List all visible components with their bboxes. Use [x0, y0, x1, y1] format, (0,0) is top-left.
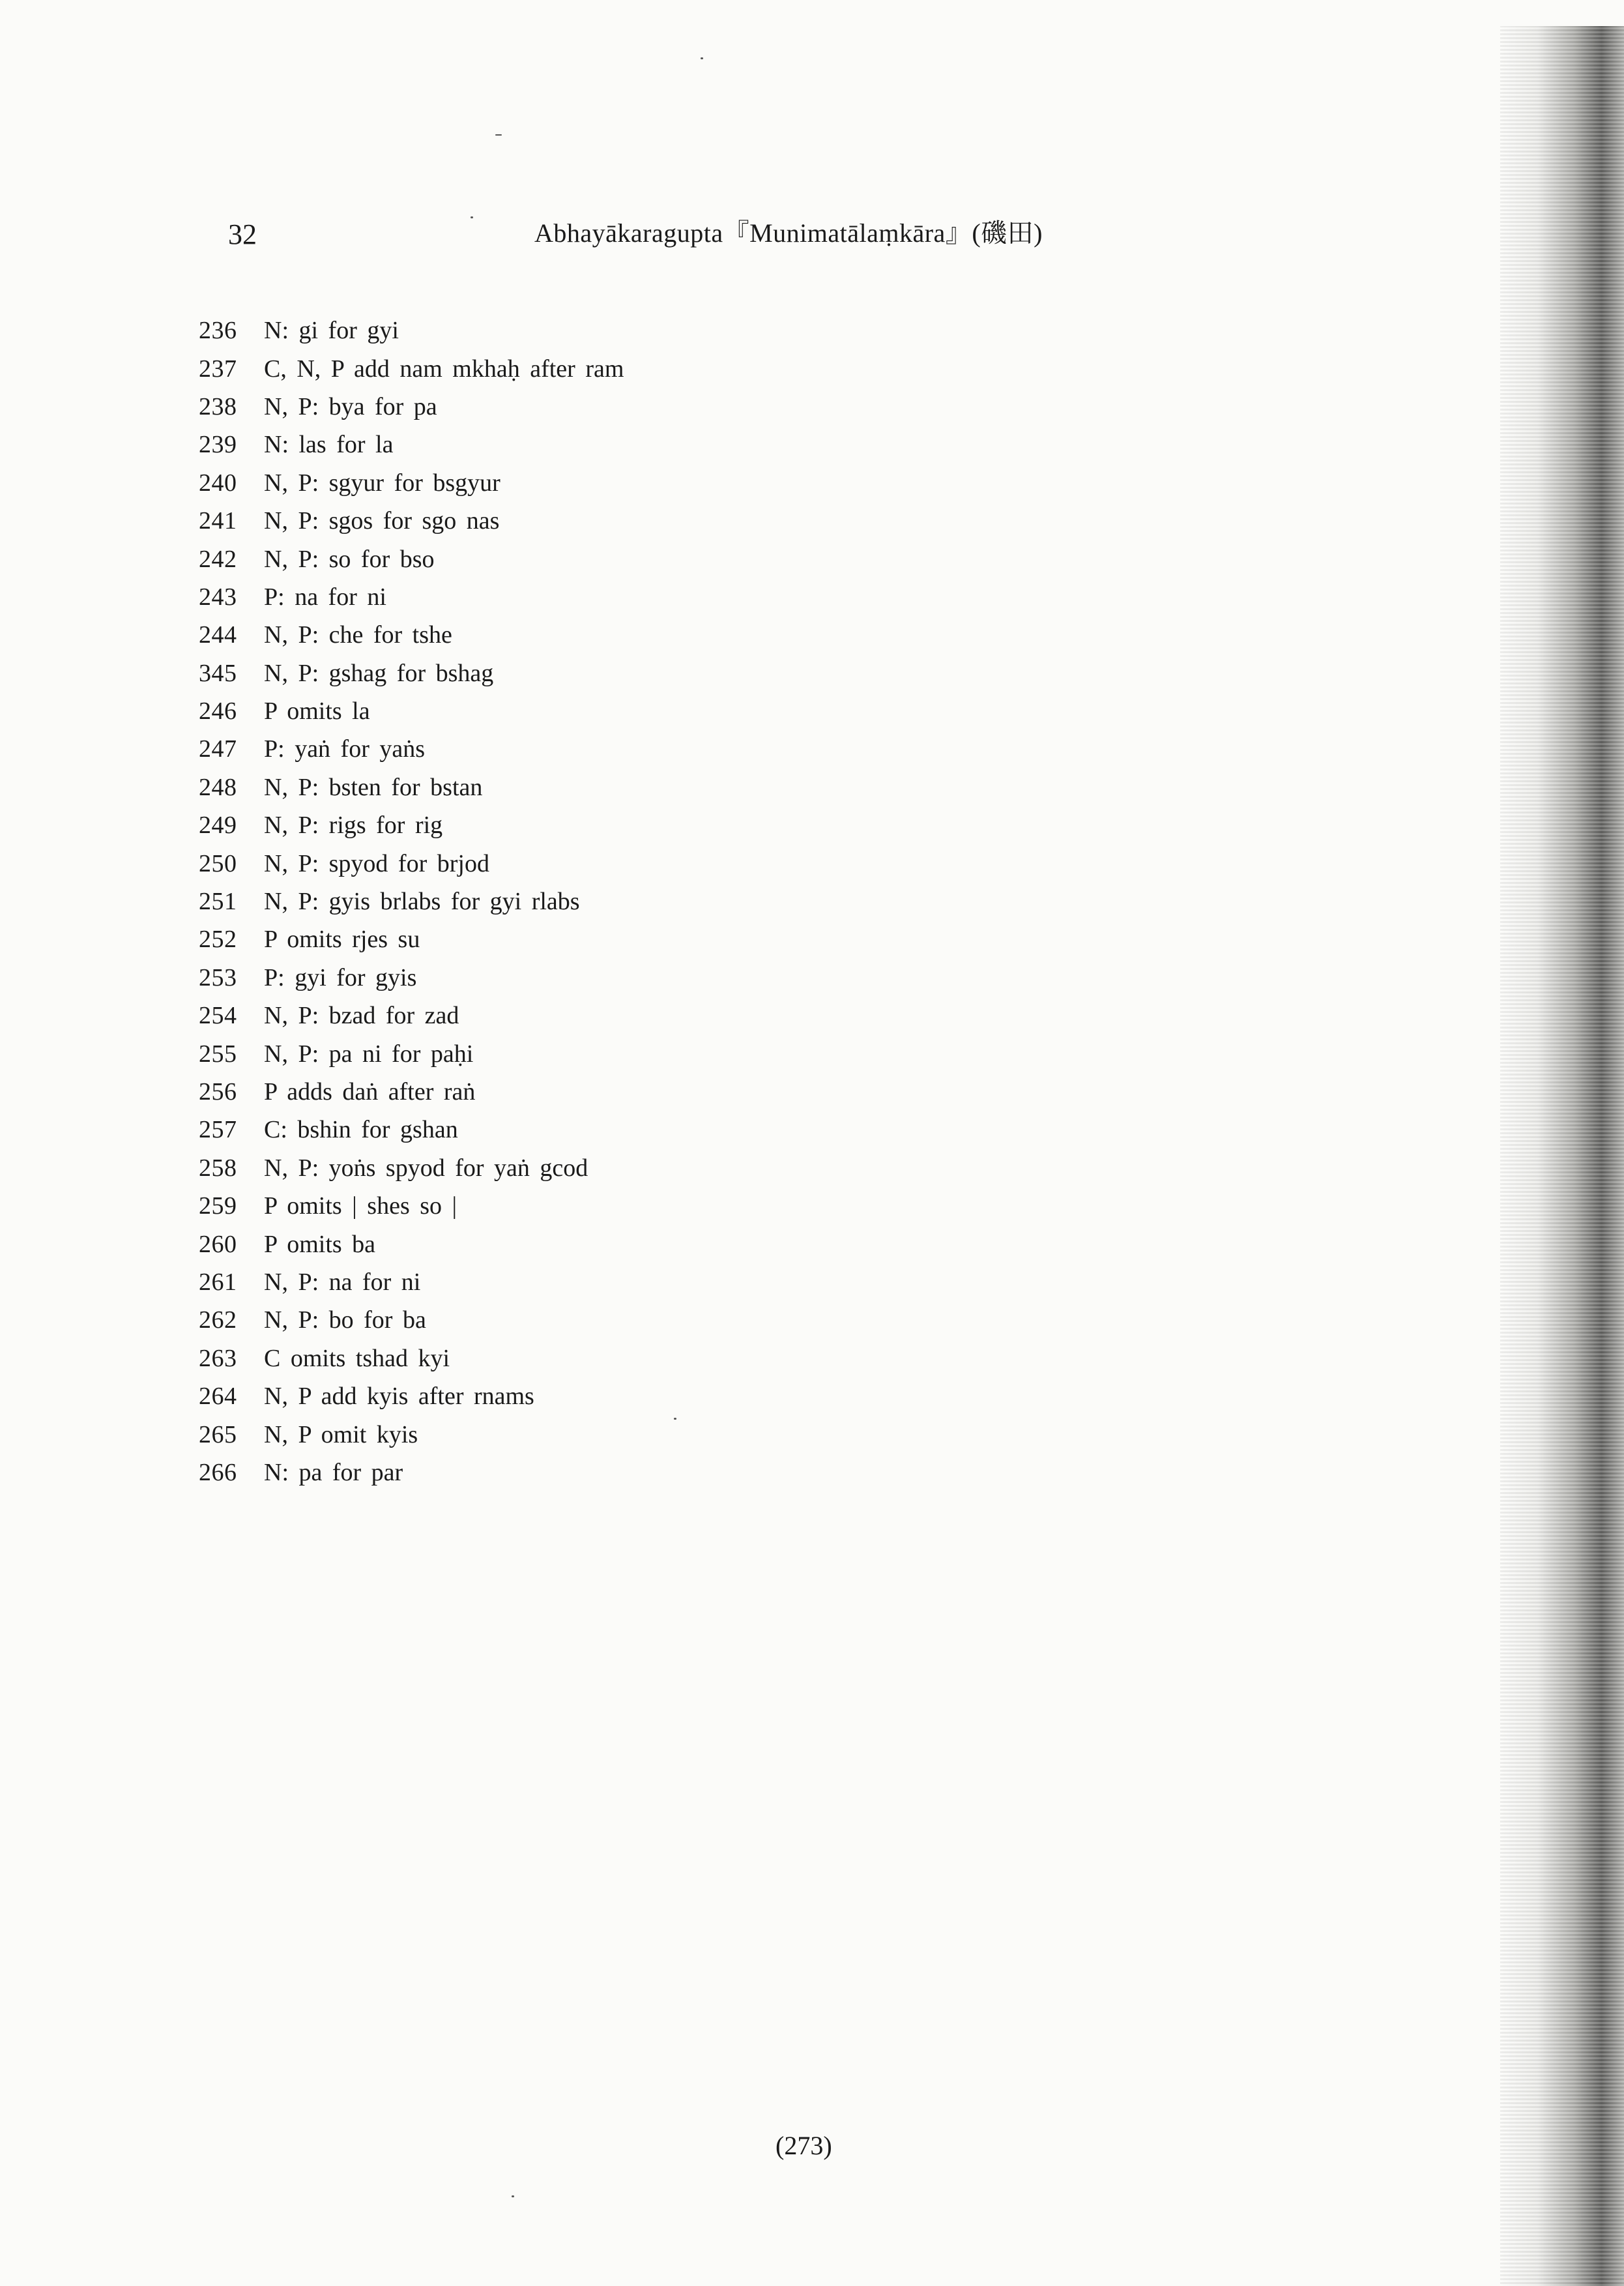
note-text: N, P: na for ni [264, 1268, 421, 1296]
note-text: C omits tshad kyi [264, 1344, 450, 1372]
note-number: 240 [199, 469, 237, 497]
note-number: 237 [199, 355, 237, 383]
note-item [199, 1149, 624, 1187]
scan-speck [495, 134, 502, 136]
scan-shadow-edge [1500, 26, 1624, 2286]
note-item [199, 464, 624, 502]
note-number: 239 [199, 431, 237, 459]
folio: (273) [776, 2131, 832, 2160]
note-text: N, P: yoṅs spyod for yaṅ gcod [264, 1154, 588, 1182]
note-number: 257 [199, 1116, 237, 1144]
note-text: N: pa for par [264, 1458, 403, 1486]
note-text: C: bshin for gshan [264, 1116, 458, 1144]
note-number: 258 [199, 1154, 237, 1182]
note-item [199, 730, 624, 768]
note-text: C, N, P add nam mkhaḥ after ram [264, 355, 624, 383]
note-item [199, 654, 624, 692]
note-number: 264 [199, 1383, 237, 1411]
note-item [199, 806, 624, 844]
note-number: 251 [199, 888, 237, 916]
note-item [199, 1415, 624, 1453]
note-item [199, 502, 624, 540]
note-item [199, 844, 624, 882]
note-number: 249 [199, 812, 237, 840]
note-item [199, 616, 624, 654]
note-text: N, P: bo for ba [264, 1306, 426, 1334]
note-text: N, P: bzad for zad [264, 1002, 459, 1030]
note-item [199, 1034, 624, 1072]
note-number: 254 [199, 1002, 237, 1030]
note-text: N, P omit kyis [264, 1420, 418, 1448]
note-text: P: na for ni [264, 583, 386, 611]
note-number: 265 [199, 1420, 237, 1448]
notes-list [199, 312, 624, 1491]
note-text: N: las for la [264, 431, 394, 459]
note-text: N, P: rigs for rig [264, 812, 443, 840]
note-number: 236 [199, 317, 237, 345]
note-text: N, P: sgyur for bsgyur [264, 469, 500, 497]
note-text: N, P: bya for pa [264, 392, 437, 420]
note-number: 244 [199, 621, 237, 649]
note-number: 261 [199, 1268, 237, 1296]
note-number: 266 [199, 1458, 237, 1486]
running-head: Abhayākaragupta『Munimatālaṃkāra』(磯田) [534, 218, 1043, 248]
note-text: N, P add kyis after rnams [264, 1383, 534, 1411]
note-number: 248 [199, 773, 237, 801]
note-text: P omits rjes su [264, 926, 420, 954]
note-number: 252 [199, 926, 237, 954]
note-number: 345 [199, 659, 237, 687]
note-item [199, 578, 624, 616]
note-number: 255 [199, 1040, 237, 1068]
note-number: 263 [199, 1344, 237, 1372]
note-text: N, P: gyis brlabs for gyi rlabs [264, 888, 580, 916]
note-item [199, 388, 624, 426]
note-number: 256 [199, 1078, 237, 1106]
note-item [199, 1377, 624, 1415]
note-item [199, 1111, 624, 1149]
note-number: 246 [199, 697, 237, 725]
note-text: N, P: gshag for bshag [264, 659, 494, 687]
note-item [199, 1187, 624, 1225]
scan-speck [512, 2195, 514, 2197]
note-number: 241 [199, 507, 237, 535]
note-item [199, 1225, 624, 1263]
note-item [199, 1454, 624, 1491]
note-item [199, 1263, 624, 1301]
note-text: P omits | shes so | [264, 1192, 457, 1220]
note-item [199, 312, 624, 349]
note-number: 262 [199, 1306, 237, 1334]
note-text: N, P: bsten for bstan [264, 773, 483, 801]
note-text: P adds daṅ after raṅ [264, 1078, 476, 1106]
note-item [199, 959, 624, 997]
note-item [199, 540, 624, 578]
note-text: N, P: che for tshe [264, 621, 452, 649]
scan-speck [701, 57, 703, 59]
note-number: 253 [199, 963, 237, 991]
note-item [199, 920, 624, 958]
note-item [199, 1301, 624, 1339]
note-text: N, P: sgos for sgo nas [264, 507, 500, 535]
note-number: 238 [199, 392, 237, 420]
note-text: N, P: spyod for brjod [264, 849, 489, 877]
page-number: 32 [228, 218, 257, 250]
note-item [199, 1340, 624, 1377]
note-number: 243 [199, 583, 237, 611]
scan-speck [471, 216, 473, 218]
note-text: P omits ba [264, 1230, 376, 1258]
note-item [199, 769, 624, 806]
scan-speck [674, 1418, 676, 1420]
note-number: 247 [199, 735, 237, 763]
note-item [199, 426, 624, 463]
note-number: 250 [199, 849, 237, 877]
note-text: P: gyi for gyis [264, 963, 417, 991]
note-item [199, 349, 624, 387]
note-item [199, 692, 624, 730]
note-item [199, 997, 624, 1034]
note-text: N, P: so for bso [264, 545, 435, 573]
note-number: 242 [199, 545, 237, 573]
note-number: 259 [199, 1192, 237, 1220]
note-text: P omits la [264, 697, 370, 725]
note-item [199, 1073, 624, 1111]
note-text: P: yaṅ for yaṅs [264, 735, 426, 763]
note-item [199, 883, 624, 920]
note-number: 260 [199, 1230, 237, 1258]
note-text: N: gi for gyi [264, 317, 399, 345]
note-text: N, P: pa ni for paḥi [264, 1040, 474, 1068]
